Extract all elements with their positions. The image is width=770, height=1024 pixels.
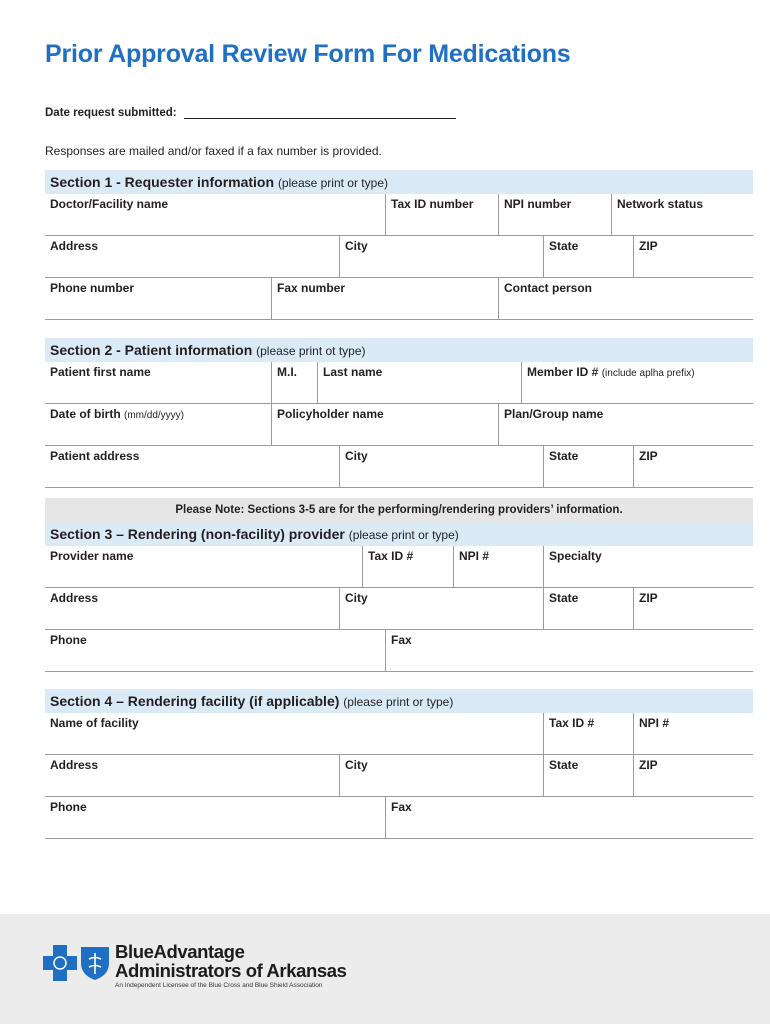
policyholder-name-field[interactable]: Policyholder name [271,404,498,445]
dob-label: Date of birth [50,407,121,421]
state-field[interactable]: State [543,236,633,277]
section-2-row-2 [45,404,753,446]
cross-and-shield-icon [43,945,111,981]
provider-zip-field[interactable]: ZIP [633,588,753,629]
member-id-field[interactable] [521,362,753,403]
facility-npi-field[interactable]: NPI # [633,713,753,754]
facility-zip-field[interactable]: ZIP [633,755,753,796]
blue-cross-icon [43,945,77,981]
section-4-row-2 [45,755,753,797]
patient-city-field[interactable]: City [339,446,543,487]
section-3-row-3 [45,630,753,672]
section-3-row-2 [45,588,753,630]
section-3-row-1 [45,546,753,588]
section-4-heading [45,689,753,713]
section-2-row-1 [45,362,753,404]
section-1-row-3 [45,278,753,320]
phone-field[interactable]: Phone number [50,281,135,295]
section-4-note: (please print or type) [343,695,454,709]
provider-fax-field[interactable]: Fax [385,630,753,671]
fax-field[interactable]: Fax number [271,278,498,319]
zip-field[interactable]: ZIP [633,236,753,277]
facility-city-field[interactable]: City [339,755,543,796]
licensee-text: An Independent Licensee of the Blue Cross and Blue Shield Association [115,982,323,989]
date-request-field[interactable] [184,106,456,119]
provider-phone-field[interactable]: Phone [50,633,87,647]
patient-address-field[interactable]: Patient address [50,449,140,463]
provider-address-field[interactable]: Address [50,591,99,605]
network-status-field[interactable]: Network status [611,194,753,235]
provider-npi-field[interactable]: NPI # [453,546,543,587]
section-3-heading [45,522,753,546]
facility-address-field[interactable]: Address [50,758,99,772]
brand-name-line-1: BlueAdvantage [115,941,245,962]
section-3-title: Section 3 – Rendering (non-facility) provider [50,526,345,542]
address-field[interactable]: Address [50,239,99,253]
section-2-heading [45,338,753,362]
section-1-row-2 [45,236,753,278]
section-1-title: Section 1 - Requester information [50,174,275,190]
providers-note: Please Note: Sections 3-5 are for the performing/rendering providers’ information. [45,498,753,522]
plan-group-field[interactable]: Plan/Group name [498,404,753,445]
member-id-note: (include aplha prefix) [601,368,695,379]
date-request-label: Date request submitted: [45,107,177,119]
facility-name-field[interactable]: Name of facility [50,716,139,730]
dob-note: (mm/dd/yyyy) [124,410,185,421]
middle-initial-field[interactable]: M.I. [271,362,317,403]
section-3-provider [45,498,753,672]
doctor-facility-field[interactable]: Doctor/Facility name [50,197,169,211]
section-2-title: Section 2 - Patient information [50,342,253,358]
section-4-row-3 [45,797,753,839]
section-1-note: (please print or type) [277,176,388,190]
section-4-row-1 [45,713,753,755]
section-4-title: Section 4 – Rendering facility (if applicable) [50,693,340,709]
page-title: Prior Approval Review Form For Medications [45,40,571,68]
npi-field[interactable]: NPI number [498,194,611,235]
section-1-heading [45,170,753,194]
city-field[interactable]: City [339,236,543,277]
responses-note: Responses are mailed and/or faxed if a fax number is provided. [45,144,382,158]
provider-tax-id-field[interactable]: Tax ID # [362,546,453,587]
facility-tax-id-field[interactable]: Tax ID # [543,713,633,754]
facility-phone-field[interactable]: Phone [50,800,87,814]
section-2-note: (please print ot type) [256,344,366,358]
patient-zip-field[interactable]: ZIP [633,446,753,487]
patient-first-name-field[interactable]: Patient first name [50,365,151,379]
section-4-facility [45,689,753,839]
patient-state-field[interactable]: State [543,446,633,487]
provider-name-field[interactable]: Provider name [50,549,134,563]
date-of-birth-field[interactable] [45,404,271,445]
section-2-patient [45,338,753,488]
date-request-line [45,106,456,119]
section-1-row-1 [45,194,753,236]
facility-state-field[interactable]: State [543,755,633,796]
member-id-label: Member ID # [527,365,599,379]
tax-id-field[interactable]: Tax ID number [385,194,498,235]
section-1-requester [45,170,753,320]
facility-fax-field[interactable]: Fax [385,797,753,838]
contact-person-field[interactable]: Contact person [498,278,753,319]
section-2-row-3 [45,446,753,488]
brand-name-line-2: Administrators of Arkansas [115,960,347,981]
last-name-field[interactable]: Last name [317,362,521,403]
blue-shield-icon [81,947,109,980]
section-3-note: (please print or type) [348,528,459,542]
specialty-field[interactable]: Specialty [543,546,753,587]
provider-state-field[interactable]: State [543,588,633,629]
provider-city-field[interactable]: City [339,588,543,629]
